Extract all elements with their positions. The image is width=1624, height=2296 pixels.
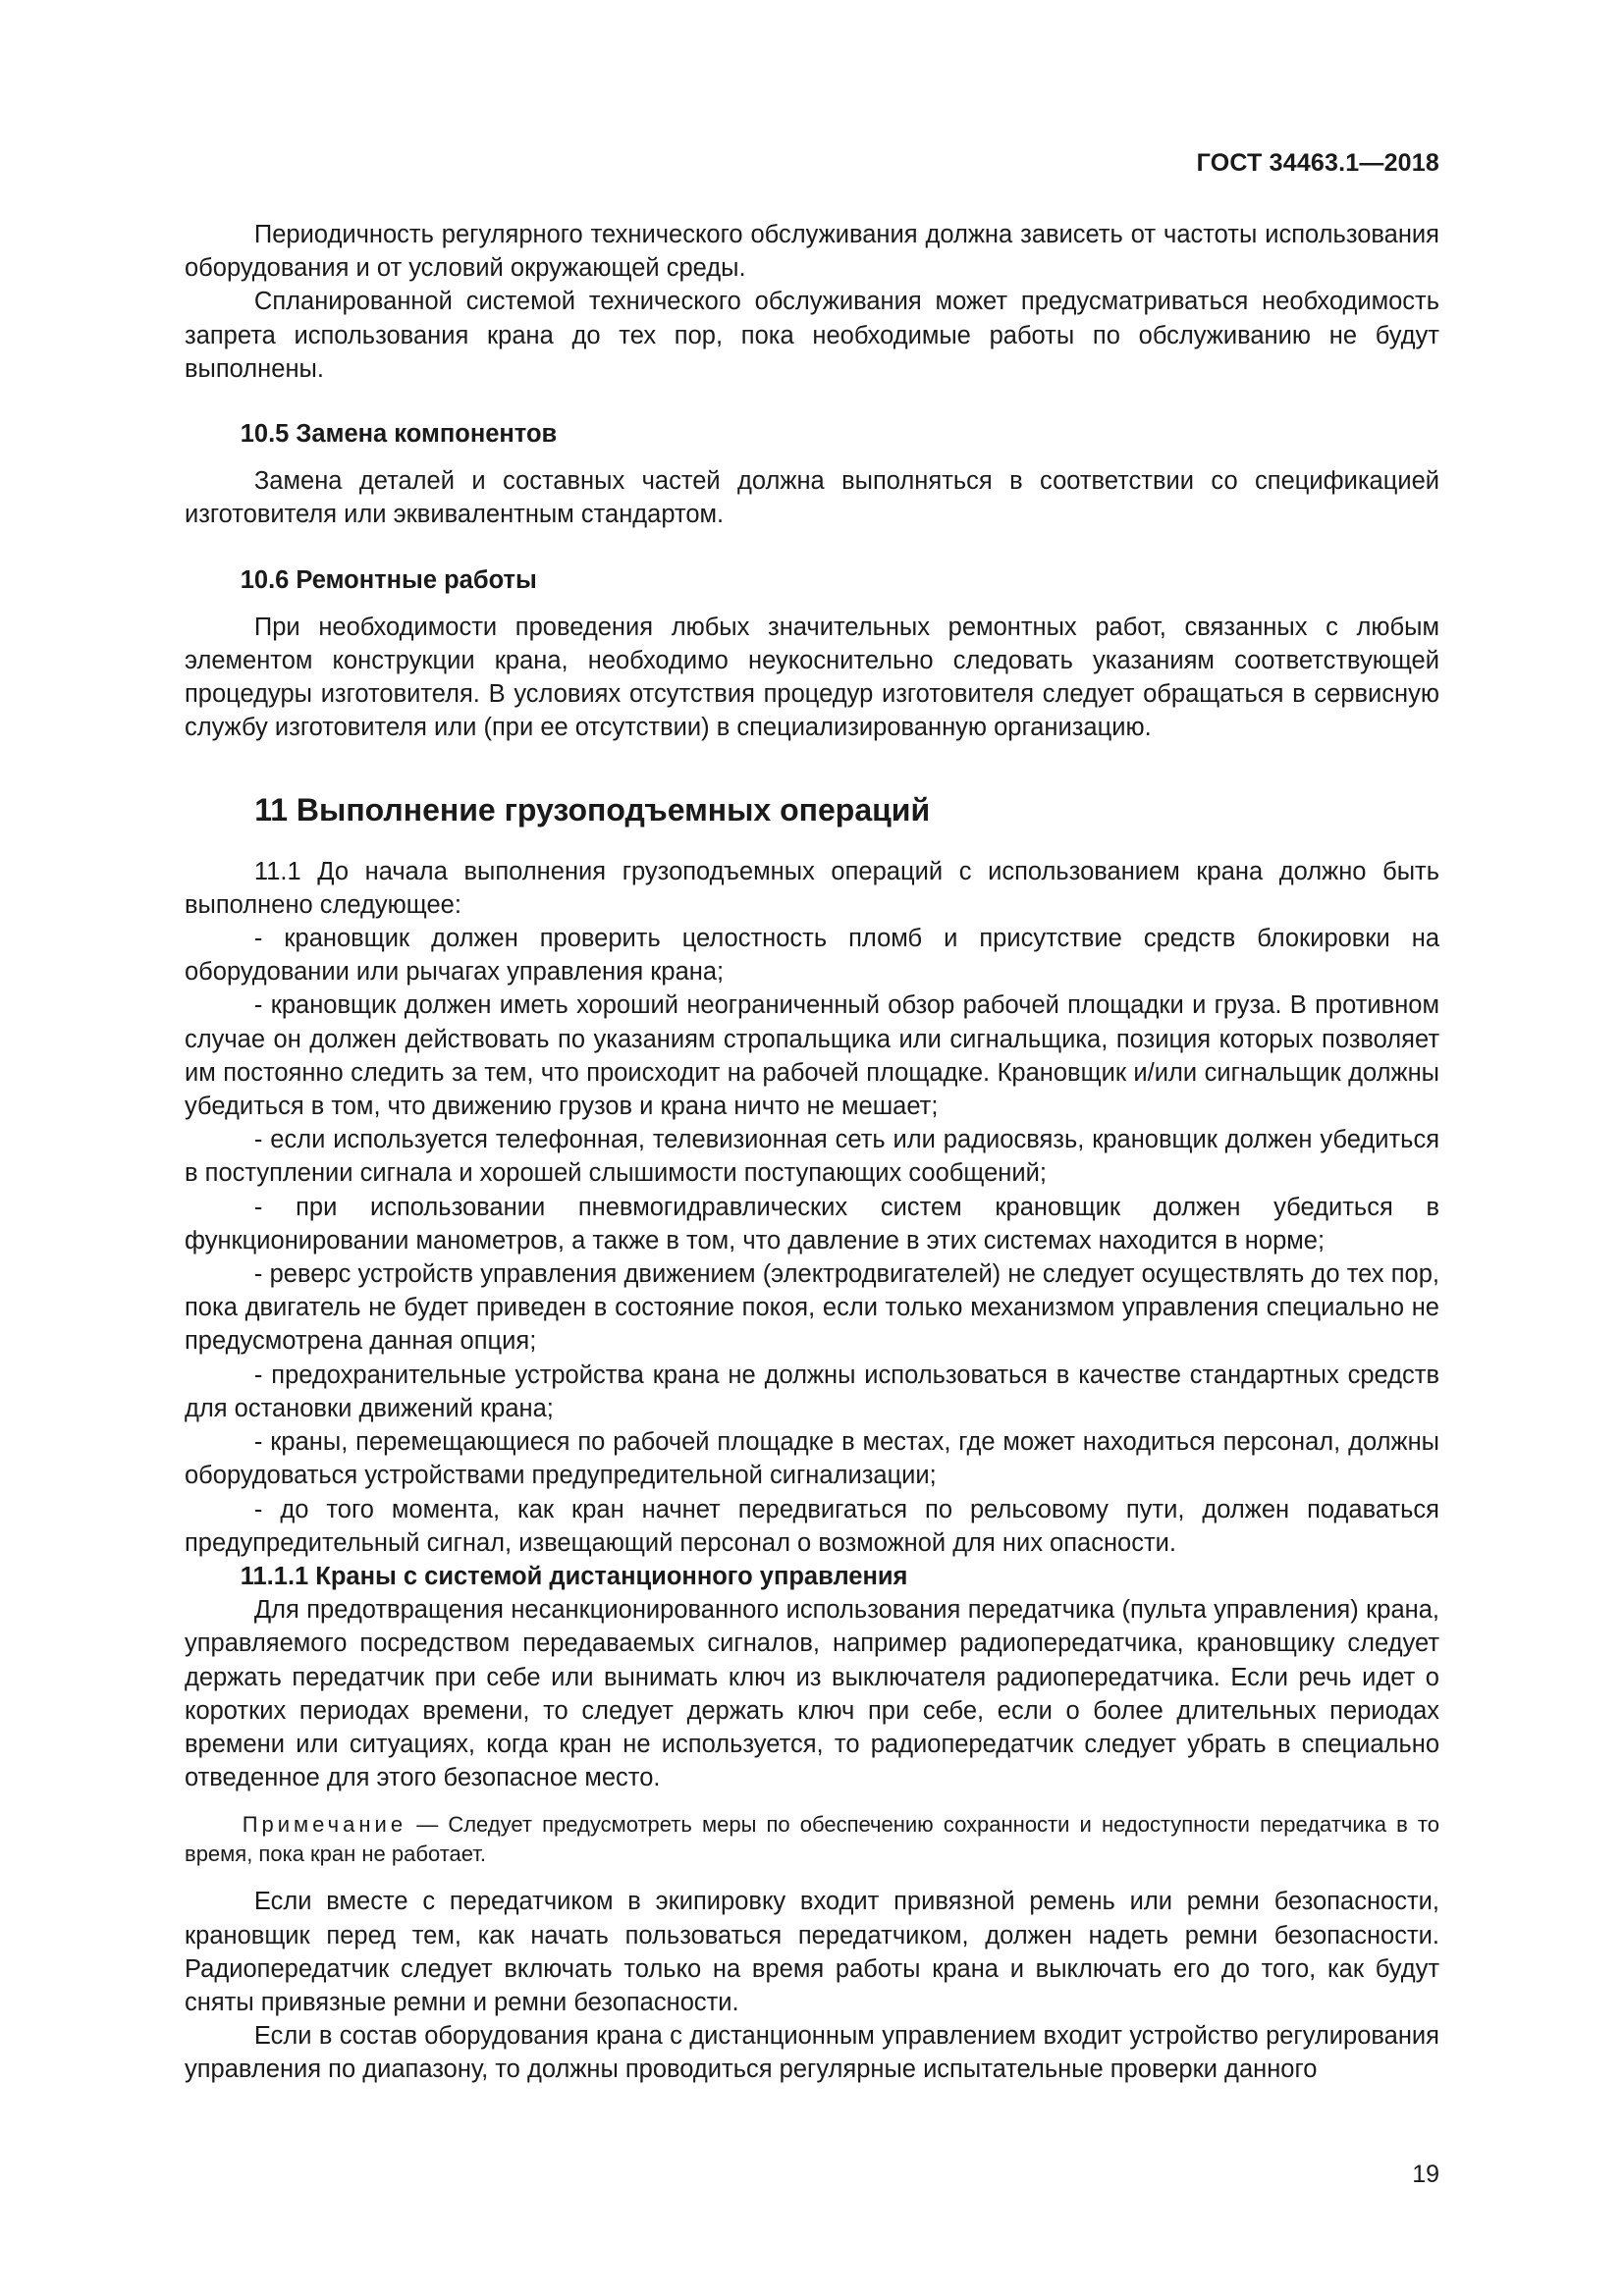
list-item: - предохранительные устройства крана не должны использоваться в качестве стандартных средств для остановки движений крана;: [185, 1361, 1439, 1422]
paragraph: Замена деталей и составных частей должна выполняться в соответствии со спецификацией изготовителя или эквивалентным стандартом.: [185, 467, 1439, 529]
note: [185, 1810, 1439, 1869]
list-item: - если используется телефонная, телевизионная сеть или радиосвязь, крановщик должен убедиться в поступлении сигнала и хорошей слышимости поступающих сообщений;: [185, 1126, 1439, 1188]
paragraph: Для предотвращения несанкционированного использования передатчика (пульта управления) крана, управляемого посредством передаваемых сигналов, например радиопередатчика, крановщику следует держать передатчик при себе или вынимать ключ из выключателя радиопередатчика. Если речь идет о коротких периодах времени, то следует держать ключ при себе, если о более длительных периодах времени или ситуациях, когда кран не используется, то радиопередатчик следует убрать в специально отведенное для этого безопасное место.: [185, 1596, 1439, 1792]
list-item: - при использовании пневмогидравлических систем крановщик должен убедиться в функционировании манометров, а также в том, что давление в этих системах находится в норме;: [185, 1193, 1439, 1255]
paragraph: Если в состав оборудования крана с дистанционным управлением входит устройство регулирования управления по диапазону, то должны проводиться регулярные испытательные проверки данного: [185, 2022, 1439, 2084]
paragraph: Если вместе с передатчиком в экипировку входит привязной ремень или ремни безопасности, крановщик перед тем, как начать пользоваться передатчиком, должен надеть ремни безопасности. Радиопередатчик следует включать только на время работы крана и выключать его до того, как будут сняты привязные ремни и ремни безопасности.: [185, 1888, 1439, 2016]
list-item: - крановщик должен иметь хороший неограниченный обзор рабочей площадки и груза. В противном случае он должен действовать по указаниям стропальщика или сигнальщика, позиция которых позволяет им постоянно следить за тем, что происходит на рабочей площадке. Крановщик и/или сигнальщик должны убедиться в том, что движению грузов и крана ничто не мешает;: [185, 991, 1439, 1121]
section-heading-10-6: 10.6 Ремонтные работы: [240, 565, 537, 594]
document-code: ГОСТ 34463.1—2018: [1196, 149, 1439, 177]
list-item: - краны, перемещающиеся по рабочей площадке в местах, где может находиться персонал, должны оборудоваться устройствами предупредительной сигнализации;: [185, 1428, 1439, 1490]
list-item: - реверс устройств управления движением (электродвигателей) не следует осуществлять до тех пор, пока двигатель не будет приведен в состояние покоя, если только механизмом управления специально не предусмотрена данная опция;: [185, 1260, 1439, 1356]
paragraph: 11.1 До начала выполнения грузоподъемных операций с использованием крана должно быть выполнено следующее:: [185, 857, 1439, 919]
section-heading-11-1-1: 11.1.1 Краны с системой дистанционного управления: [240, 1562, 908, 1590]
paragraph: При необходимости проведения любых значительных ремонтных работ, связанных с любым элементом конструкции крана, необходимо неукоснительно следовать указаниям соответствующей процедуры изготовителя. В условиях отсутствия процедур изготовителя следует обращаться в сервисную службу изготовителя или (при ее отсутствии) в специализированную организацию.: [185, 613, 1439, 742]
document-body: [185, 218, 1439, 2087]
section-heading-10-5: 10.5 Замена компонентов: [240, 420, 558, 449]
note-text: — Следует предусмотреть меры по обеспечению сохранности и недоступности передатчика в то время, пока кран не работает.: [185, 1812, 1439, 1867]
page-number: 19: [1412, 2161, 1439, 2188]
list-item: - до того момента, как кран начнет передвигаться по рельсовому пути, должен подаваться предупредительный сигнал, извещающий персонал о возможной для них опасности.: [185, 1495, 1439, 1557]
section-heading-11: 11 Выполнение грузоподъемных операций: [254, 791, 931, 828]
paragraph: Спланированной системой технического обслуживания может предусматриваться необходимость запрета использования крана до тех пор, пока необходимые работы по обслуживанию не будут выполнены.: [185, 288, 1439, 383]
paragraph: Периодичность регулярного технического обслуживания должна зависеть от частоты использования оборудования и от условий окружающей среды.: [185, 221, 1439, 283]
note-label: Примечание: [242, 1812, 407, 1838]
list-item: - крановщик должен проверить целостность пломб и присутствие средств блокировки на оборудовании или рычагах управления крана;: [185, 925, 1439, 987]
